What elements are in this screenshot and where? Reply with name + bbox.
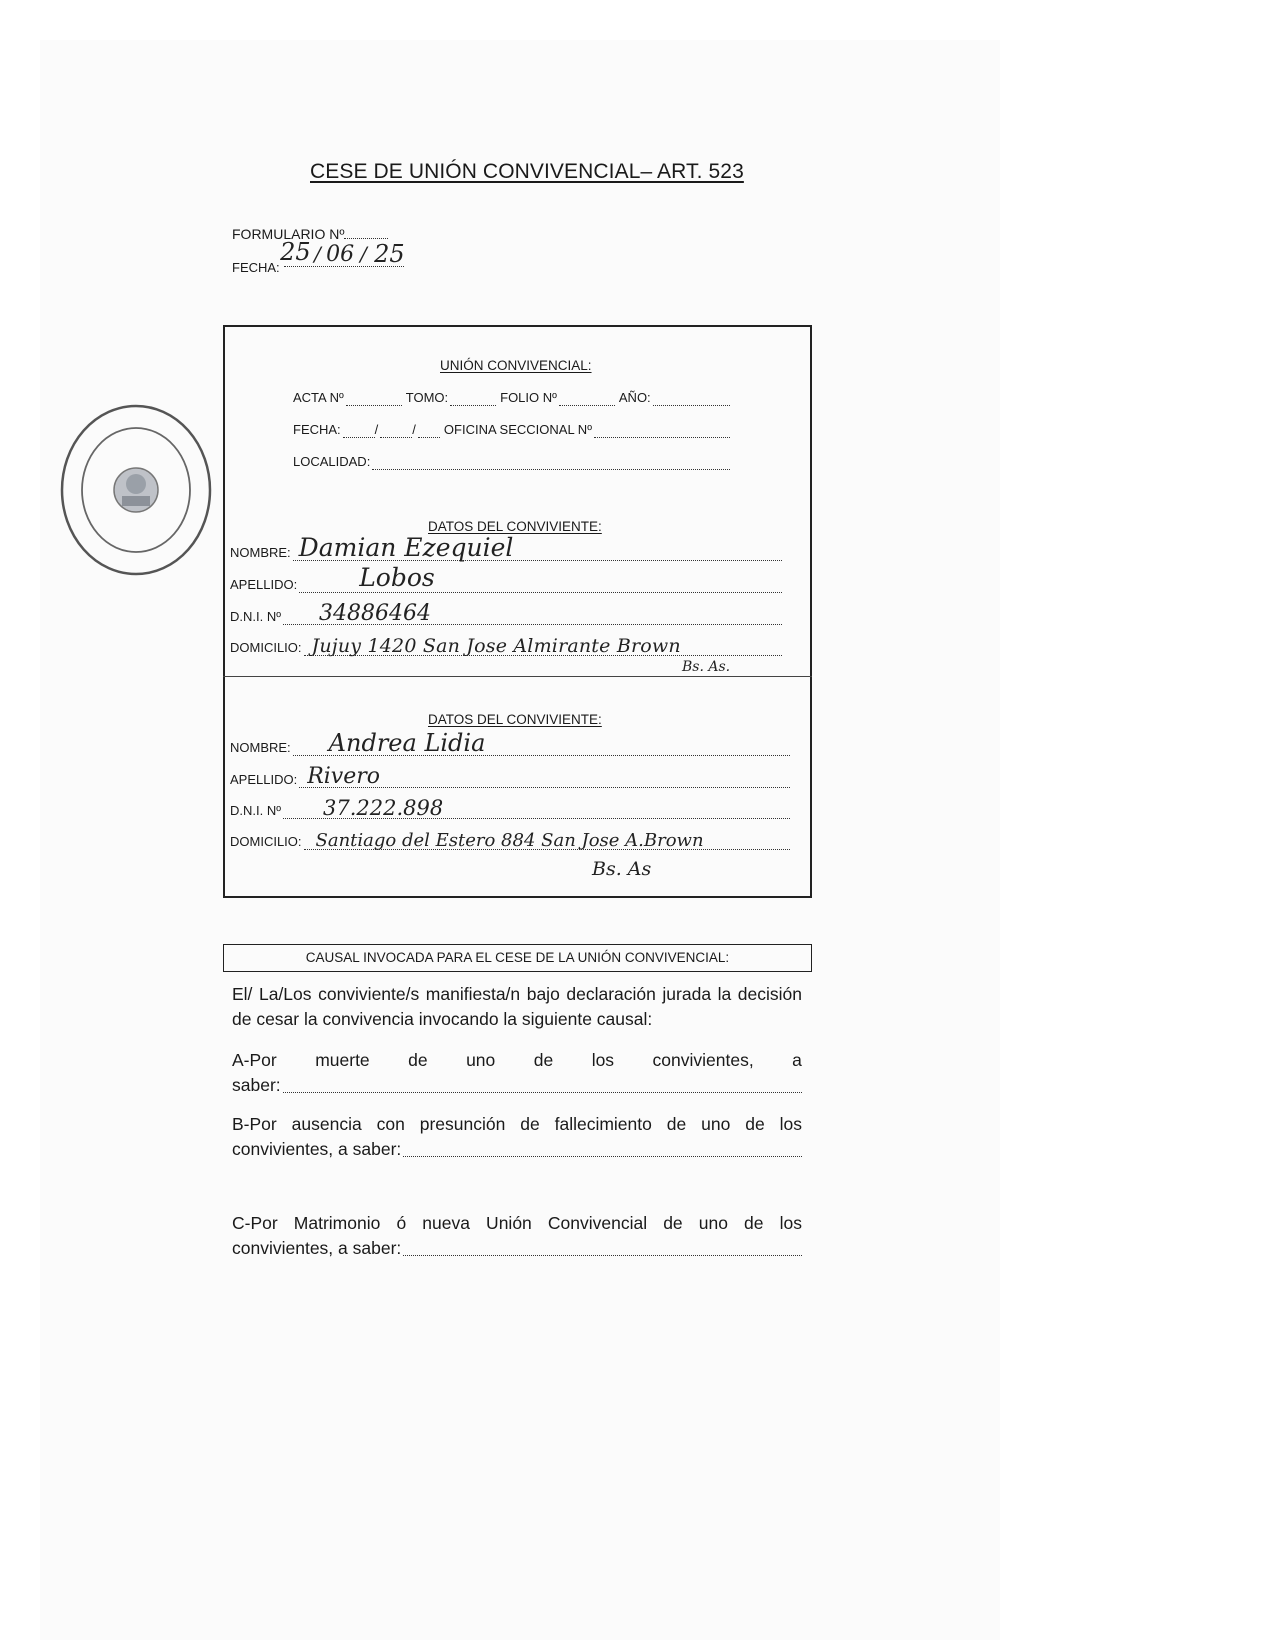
- folio-field[interactable]: [559, 391, 615, 406]
- option-a-line1: A-Por muerte de uno de los convivientes, a: [232, 1050, 802, 1070]
- option-a-field[interactable]: [283, 1078, 802, 1093]
- localidad-label: LOCALIDAD:: [293, 454, 371, 469]
- union-fecha-year[interactable]: [418, 423, 440, 438]
- conviviente1-domicilio-label: DOMICILIO:: [230, 640, 302, 655]
- conviviente1-domicilio-field[interactable]: [304, 635, 782, 657]
- conviviente1-heading: DATOS DEL CONVIVIENTE:: [428, 519, 602, 534]
- conviviente2-domicilio-row: [230, 830, 790, 851]
- union-fecha-month[interactable]: [380, 423, 412, 438]
- conviviente1-nombre-value: Damian Ezequiel: [298, 533, 514, 562]
- fecha-day: 25: [280, 238, 311, 266]
- box-divider: [223, 676, 812, 677]
- fecha-row: FECHA: 25 / 06 / 25: [232, 238, 405, 275]
- conviviente1-nombre-field[interactable]: [293, 533, 782, 562]
- option-c[interactable]: [232, 1211, 802, 1261]
- acta-row: [293, 390, 730, 406]
- conviviente1-dni-value: 34886464: [318, 601, 431, 626]
- option-c-field[interactable]: [403, 1241, 802, 1256]
- anio-field[interactable]: [653, 391, 730, 406]
- conviviente2-nombre-row: [230, 729, 790, 757]
- conviviente2-dni-field[interactable]: [283, 796, 790, 820]
- conviviente2-apellido-value: Rivero: [307, 764, 381, 789]
- conviviente1-apellido-label: APELLIDO:: [230, 577, 298, 592]
- fecha-year: 25: [374, 240, 405, 268]
- folio-label: FOLIO Nº: [500, 390, 557, 405]
- conviviente2-nombre-value: Andrea Lidia: [328, 729, 486, 757]
- conviviente2-apellido-label: APELLIDO:: [230, 772, 298, 787]
- acta-field[interactable]: [346, 391, 402, 406]
- conviviente2-nombre-field[interactable]: [293, 729, 790, 757]
- conviviente2-dni-value: 37.222.898: [322, 796, 444, 820]
- localidad-row: [293, 454, 730, 470]
- option-b[interactable]: [232, 1112, 802, 1162]
- union-fecha-row: FECHA: / / OFICINA SECCIONAL Nº: [293, 422, 730, 438]
- acta-label: ACTA Nº: [293, 390, 344, 405]
- conviviente2-nombre-label: NOMBRE:: [230, 740, 291, 755]
- tomo-field[interactable]: [450, 391, 496, 406]
- conviviente2-domicilio-label: DOMICILIO:: [230, 834, 302, 849]
- option-b-field[interactable]: [403, 1142, 802, 1157]
- conviviente2-domicilio-value2: Bs. As: [592, 858, 652, 880]
- formulario-label: FORMULARIO Nº: [232, 226, 345, 242]
- conviviente1-apellido-value: Lobos: [359, 563, 435, 592]
- conviviente2-apellido-field[interactable]: [299, 764, 790, 789]
- conviviente2-apellido-row: [230, 764, 790, 789]
- conviviente2-dni-row: [230, 796, 790, 820]
- option-b-line1: B-Por ausencia con presunción de fallecimiento de uno de los: [232, 1114, 802, 1134]
- conviviente1-nombre-label: NOMBRE:: [230, 545, 291, 560]
- conviviente1-dni-field[interactable]: [283, 601, 782, 626]
- seal-stamp-icon: [56, 398, 216, 598]
- option-a[interactable]: [232, 1048, 802, 1098]
- union-heading: UNIÓN CONVIVENCIAL:: [440, 358, 592, 373]
- tomo-label: TOMO:: [405, 390, 449, 405]
- conviviente1-apellido-field[interactable]: [299, 563, 782, 593]
- conviviente1-dni-row: [230, 601, 782, 626]
- option-c-line2: convivientes, a saber:: [232, 1238, 402, 1258]
- option-a-line2: saber:: [232, 1075, 281, 1095]
- anio-label: AÑO:: [618, 390, 651, 405]
- union-fecha-day[interactable]: [343, 423, 375, 438]
- conviviente1-domicilio-value: Jujuy 1420 San Jose Almirante Brown: [311, 635, 681, 657]
- conviviente1-nombre-row: [230, 533, 782, 562]
- option-c-line1: C-Por Matrimonio ó nueva Unión Convivencial de uno de los: [232, 1213, 802, 1233]
- fecha-label: FECHA:: [232, 260, 280, 275]
- page-title: CESE DE UNIÓN CONVIVENCIAL– ART. 523: [310, 160, 744, 183]
- conviviente2-domicilio-field[interactable]: [304, 830, 790, 851]
- oficina-label: OFICINA SECCIONAL Nº: [443, 422, 592, 437]
- causal-intro: El/ La/Los conviviente/s manifiesta/n bajo declaración jurada la decisión de cesar la convivencia invocando la siguiente causal:: [232, 984, 802, 1029]
- localidad-field[interactable]: [372, 455, 730, 470]
- union-fecha-label: FECHA:: [293, 422, 341, 437]
- oficina-field[interactable]: [594, 423, 730, 438]
- conviviente2-heading: DATOS DEL CONVIVIENTE:: [428, 712, 602, 727]
- causal-heading: CAUSAL INVOCADA PARA EL CESE DE LA UNIÓN CONVIVENCIAL:: [223, 944, 812, 972]
- conviviente1-dni-label: D.N.I. Nº: [230, 609, 281, 624]
- conviviente1-domicilio-value2: Bs. As.: [682, 659, 731, 675]
- registry-seal: [56, 398, 216, 598]
- conviviente2-domicilio-value: Santiago del Estero 884 San Jose A.Brown: [315, 830, 704, 851]
- conviviente1-apellido-row: [230, 563, 782, 593]
- conviviente2-dni-label: D.N.I. Nº: [230, 803, 281, 818]
- option-b-line2: convivientes, a saber:: [232, 1139, 402, 1159]
- fecha-month: 06: [326, 242, 355, 267]
- conviviente1-domicilio-row: [230, 635, 782, 657]
